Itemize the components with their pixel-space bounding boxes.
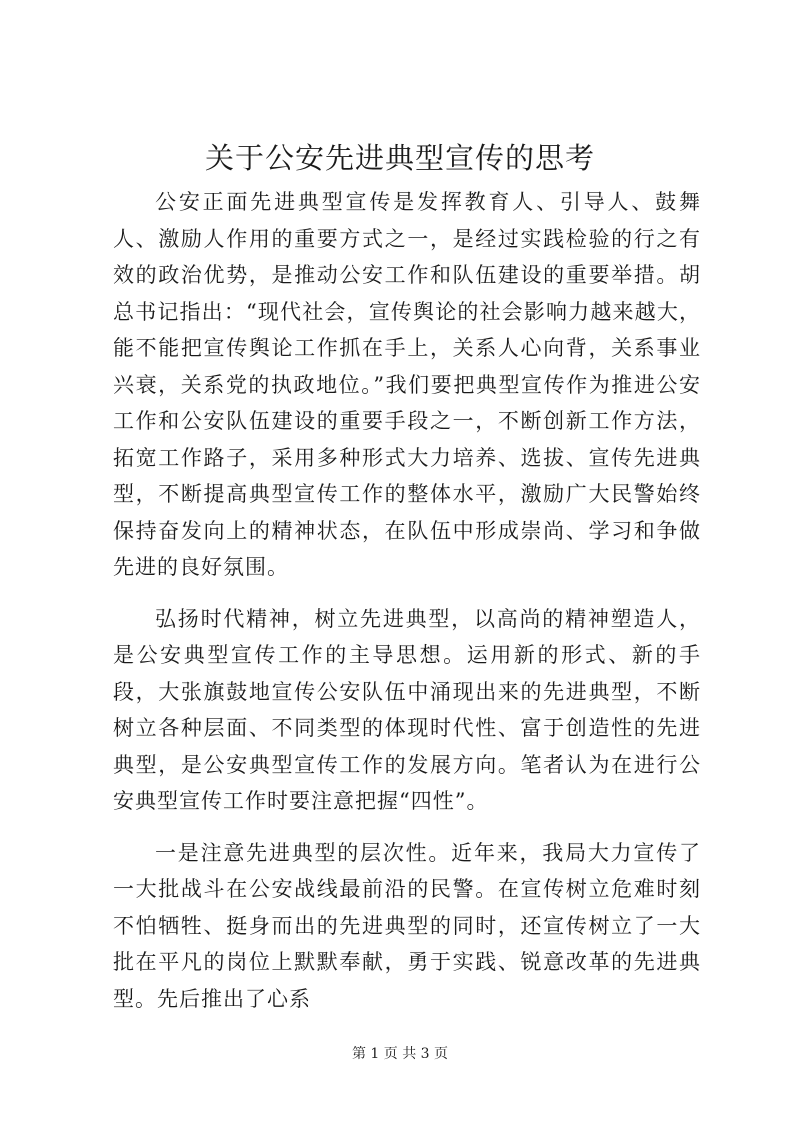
page-number: 第 1 页 共 3 页 [351, 1046, 449, 1062]
paragraph-2: 弘扬时代精神，树立先进典型，以高尚的精神塑造人，是公安典型宣传工作的主导思想。运用新的形式、新的手段，大张旗鼓地宣传公安队伍中涌现出来的先进典型，不断树立各种层面、不同类型的体现时代性、富于创造性的先进典型，是公安典型宣传工作的发展方向。笔者认为在进行公安典型宣传工作时要注意把握“四性”。 [113, 606, 701, 813]
paragraph-1: 公安正面先进典型宣传是发挥教育人、引导人、鼓舞人、激励人作用的重要方式之一，是经过实践检验的行之有效的政治优势，是推动公安工作和队伍建设的重要举措。胡总书记指出：“现代社会，宣传舆论的社会影响力越来越大，能不能把宣传舆论工作抓在手上，关系人心向背，关系事业兴衰，关系党的执政地位。”我们要把典型宣传作为推进公安工作和公安队伍建设的重要手段之一，不断创新工作方法，拓宽工作路子，采用多种形式大力培养、选拔、宣传先进典型，不断提高典型宣传工作的整体水平，激励广大民警始终保持奋发向上的精神状态，在队伍中形成崇尚、学习和争做先进的良好氛围。 [113, 190, 701, 579]
document-body [113, 184, 701, 1032]
document-title: 关于公安先进典型宣传的思考 [204, 141, 595, 175]
paragraph-3: 一是注意先进典型的层次性。近年来，我局大力宣传了一大批战斗在公安战线最前沿的民警。在宣传树立危难时刻不怕牺牲、挺身而出的先进典型的同时，还宣传树立了一大批在平凡的岗位上默默奉献，勇于实践、锐意改革的先进典型。先后推出了心系 [113, 840, 701, 1011]
